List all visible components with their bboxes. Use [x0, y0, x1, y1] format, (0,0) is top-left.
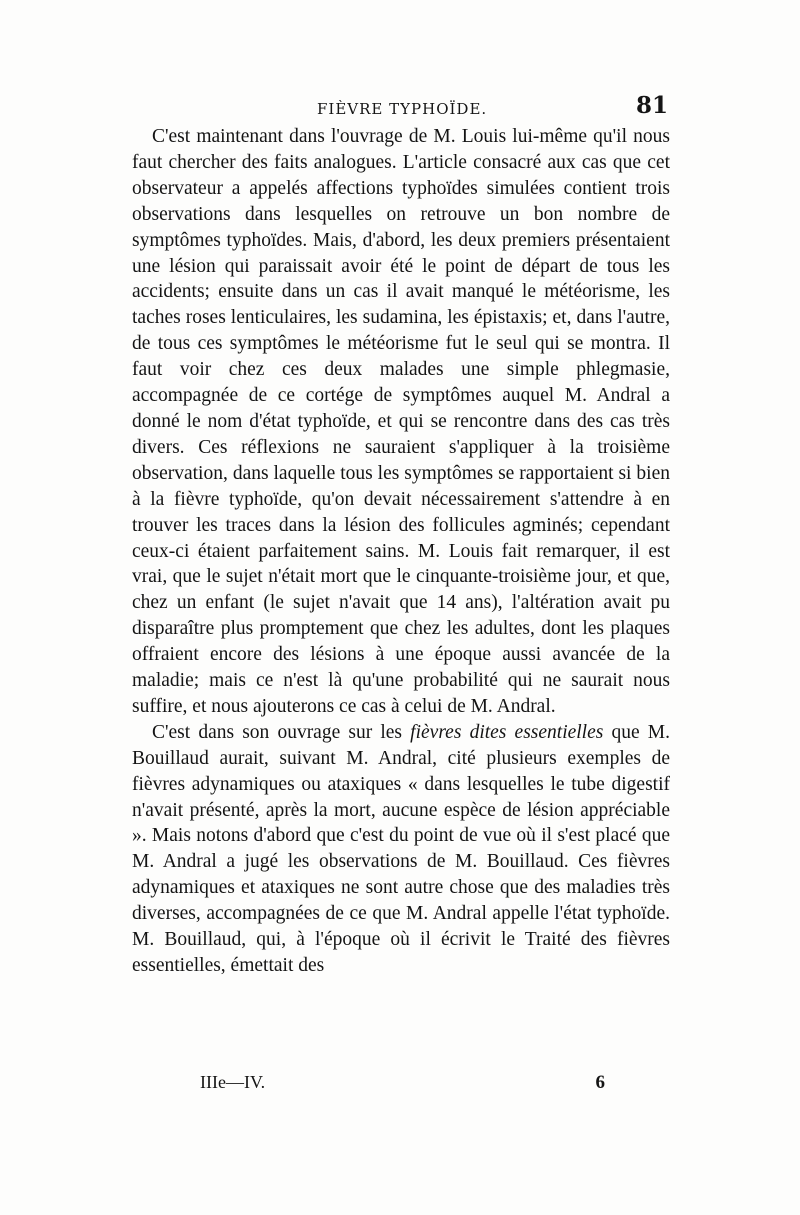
page-number: 81 — [635, 92, 668, 119]
italic-title: fièvres dites essentielles — [410, 721, 604, 743]
paragraph-2-rest: que M. Bouillaud aurait, suivant M. Andral, cité plusieurs exemples de fièvres adynamiques ou ataxiques « dans lesquelles le tube digestif n'avait présenté, après la mort, aucune espèce de lésion appréciable ». Mais notons d'abord que c'est du point de vue où il s'est placé que M. Andral a jugé les observations de M. Bouillaud. Ces fièvres adynamiques et ataxiques ne sont autre chose que des maladies très diverses, accompagnées de ce que M. Andral appelle l'état typhoïde. M. Bouillaud, qui, à l'époque où il écrivit le Traité des fièvres essentielles, émettait des — [132, 721, 671, 976]
running-title: FIÈVRE TYPHOÏDE. — [317, 100, 488, 118]
sheet-number: 6 — [595, 1072, 605, 1093]
page-header — [132, 92, 670, 122]
paragraph-2-start: C'est dans son ouvrage sur les — [152, 721, 411, 743]
body-text — [132, 124, 670, 979]
paragraph-2 — [132, 720, 670, 979]
paragraph-1: C'est maintenant dans l'ouvrage de M. Louis lui-même qu'il nous faut chercher des faits analogues. L'article consacré aux cas que cet observateur a appelés affections typhoïdes simulées contient trois observations dans lesquelles on retrouve un bon nombre de symptômes typhoïdes. Mais, d'abord, les deux premiers présentaient une lésion qui paraissait avoir été le point de départ de tous les accidents; ensuite dans un cas il avait manqué le météorisme, les taches roses lenticulaires, les sudamina, les épistaxis; et, dans l'autre, de tous ces symptômes le météorisme fut le seul qui se montra. Il faut voir chez ces deux malades une simple phlegmasie, accompagnée de ce cortége de symptômes auquel M. Andral a donné le nom d'état typhoïde, et qui se rencontre dans des cas très divers. Ces réflexions ne sauraient s'appliquer à la troisième observation, dans laquelle tous les symptômes se rapportaient si bien à la fièvre typhoïde, qu'on devait nécessairement s'attendre à en trouver les traces dans la lésion des follicules agminés; cependant ceux-ci étaient parfaitement sains. M. Louis fait remarquer, il est vrai, que le sujet n'était mort que le cinquante-troisième jour, et que, chez un enfant (le sujet n'avait que 14 ans), l'altération avait pu disparaître plus promptement que chez les adultes, dont les plaques offraient encore des lésions à une époque aussi avancée de la maladie; mais ce n'est là qu'une probabilité qui ne saurait nous suffire, et nous ajouterons ce cas à celui de M. Andral. — [132, 126, 670, 717]
signature-mark: IIIe—IV. — [200, 1072, 266, 1092]
page-footer — [200, 1072, 605, 1100]
